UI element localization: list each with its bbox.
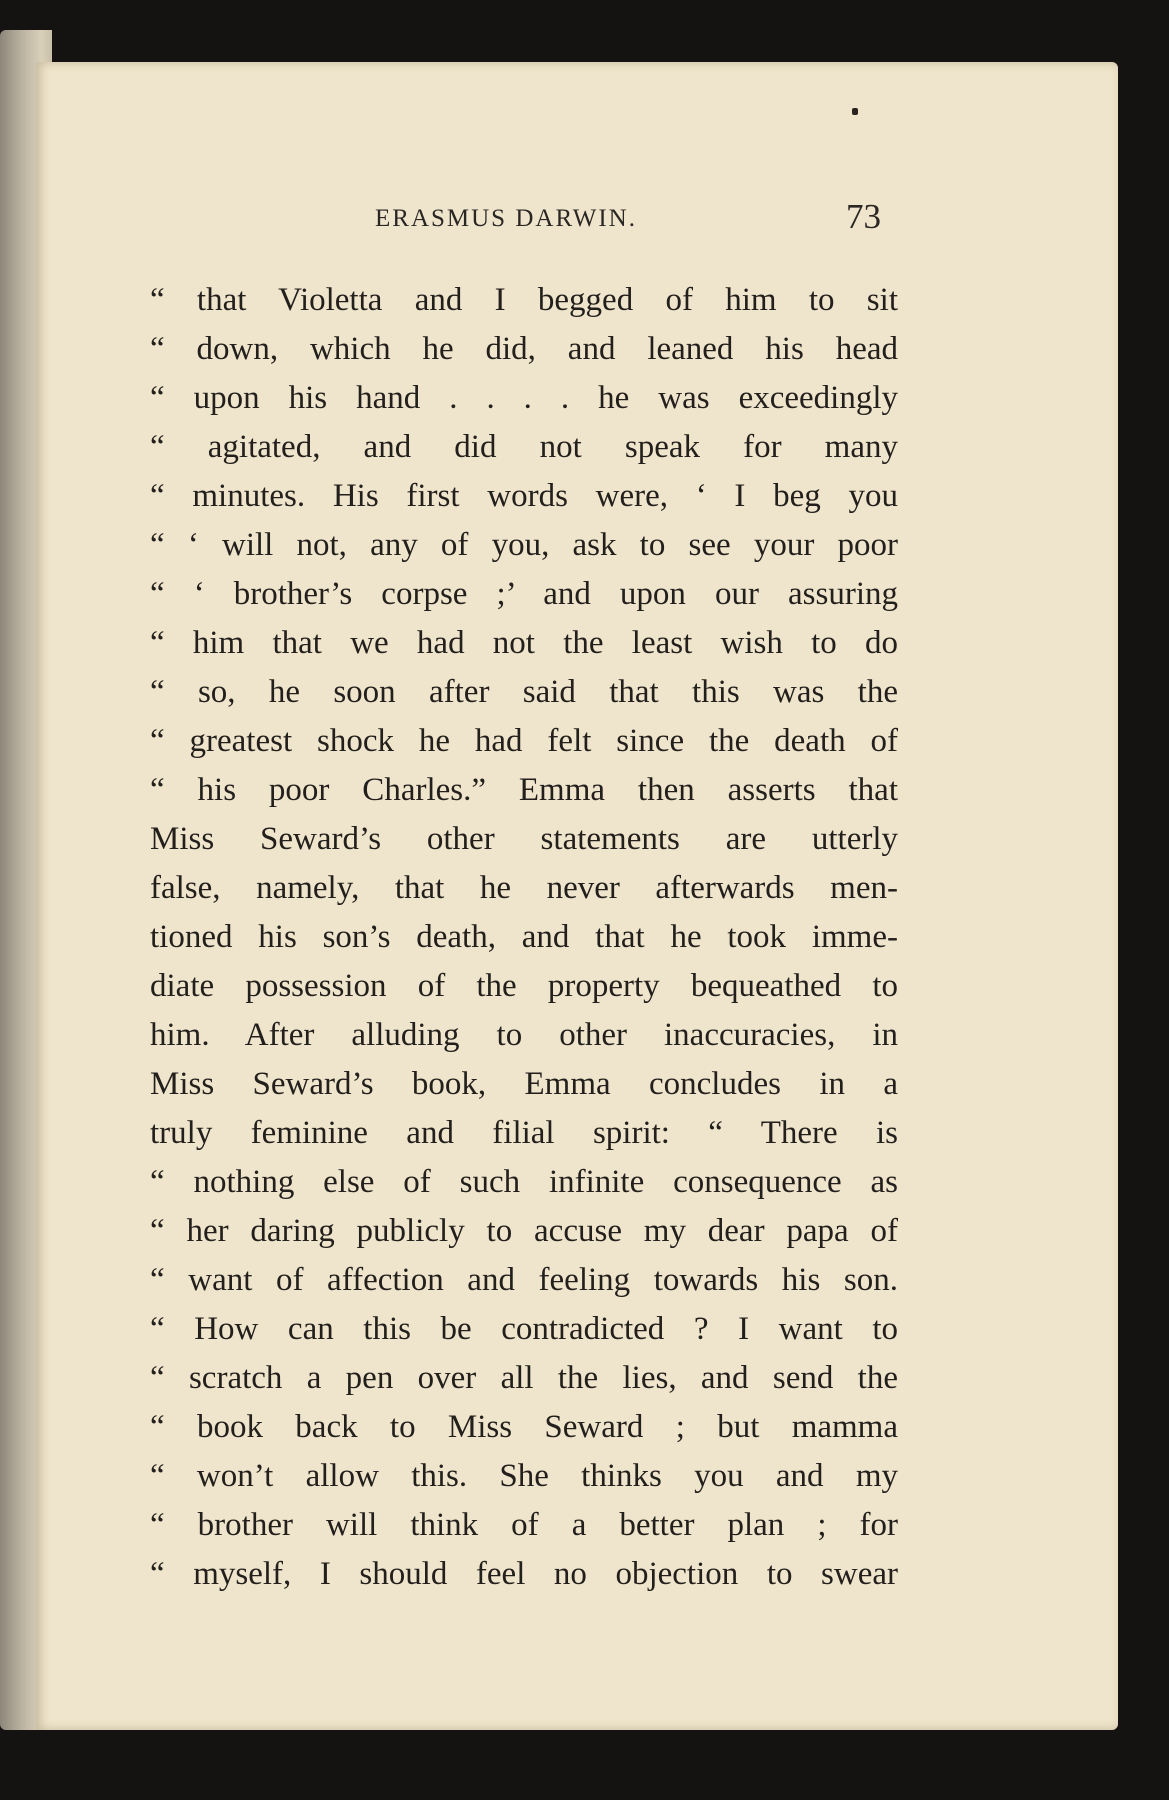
text-line: “ her daring publicly to accuse my dear papa of <box>150 1213 898 1249</box>
text-line: “ his poor Charles.” Emma then asserts that <box>150 772 898 808</box>
text-line: “ greatest shock he had felt since the death of <box>150 723 898 759</box>
text-line: truly feminine and filial spirit: “ There is <box>150 1115 898 1151</box>
text-line: “ brother will think of a better plan ; for <box>150 1507 898 1543</box>
body-text <box>150 276 898 1599</box>
text-line: “ agitated, and did not speak for many <box>150 429 898 465</box>
text-line: Miss Seward’s book, Emma concludes in a <box>150 1066 898 1102</box>
text-line: “ minutes. His first words were, ‘ I beg you <box>150 478 898 514</box>
running-head-title: ERASMUS DARWIN. <box>375 205 637 232</box>
text-line: “ scratch a pen over all the lies, and send the <box>150 1360 898 1396</box>
running-head <box>0 197 1169 245</box>
text-line: “ ‘ brother’s corpse ;’ and upon our assuring <box>150 576 898 612</box>
text-line: “ book back to Miss Seward ; but mamma <box>150 1409 898 1445</box>
text-line: “ down, which he did, and leaned his head <box>150 331 898 367</box>
text-line: “ that Violetta and I begged of him to sit <box>150 282 898 318</box>
text-line: “ nothing else of such infinite consequence as <box>150 1164 898 1200</box>
page-number: 73 <box>846 197 881 236</box>
text-line: “ so, he soon after said that this was the <box>150 674 898 710</box>
text-line: diate possession of the property bequeathed to <box>150 968 898 1004</box>
text-line: him. After alluding to other inaccuracies, in <box>150 1017 898 1053</box>
text-line: tioned his son’s death, and that he took imme- <box>150 919 898 955</box>
text-line: “ ‘ will not, any of you, ask to see your poor <box>150 527 898 563</box>
text-line: “ upon his hand . . . . he was exceedingly <box>150 380 898 416</box>
text-line: false, namely, that he never afterwards men- <box>150 870 898 906</box>
text-line: Miss Seward’s other statements are utterly <box>150 821 898 857</box>
ink-speck <box>852 108 858 115</box>
text-line: “ won’t allow this. She thinks you and my <box>150 1458 898 1494</box>
text-line: “ myself, I should feel no objection to swear <box>150 1556 898 1592</box>
text-line: “ How can this be contradicted ? I want to <box>150 1311 898 1347</box>
text-line: “ want of affection and feeling towards his son. <box>150 1262 898 1298</box>
text-line: “ him that we had not the least wish to do <box>150 625 898 661</box>
